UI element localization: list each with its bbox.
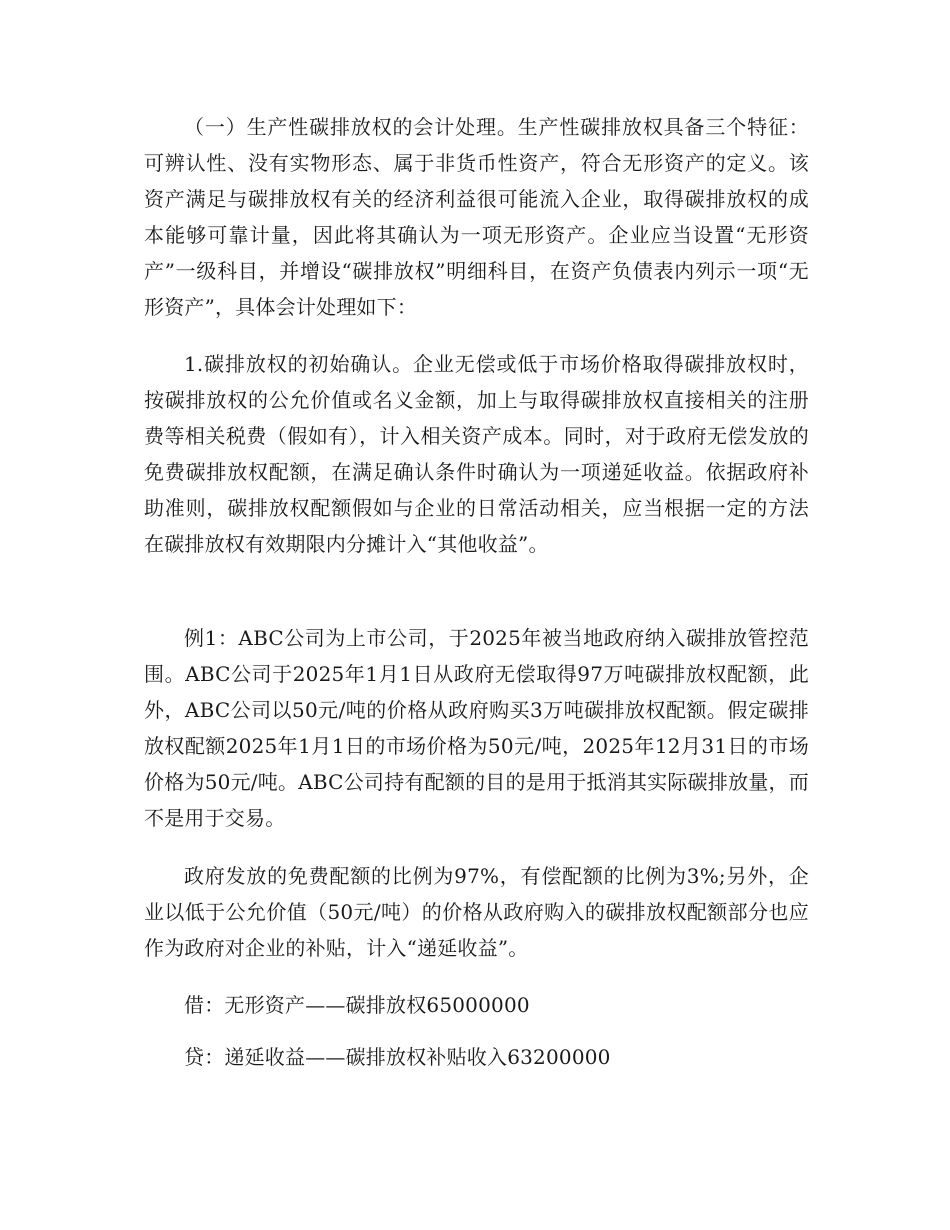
paragraph-example-1: 例1：ABC公司为上市公司，于2025年被当地政府纳入碳排放管控范围。ABC公司于2025年1月1日从政府无偿取得97万吨碳排放权配额，此外，ABC公司以50元/吨的价格从政府购买3万吨碳排放权配额。假定碳排放权配额2025年1月1日的市场价格为50元/吨，2025年12月31日的市场价格为50元/吨。ABC公司持有配额的目的是用于抵消其实际碳排放量，而不是用于交易。 (144, 626, 809, 830)
journal-entry-debit: 借：无形资产——碳排放权65000000 (184, 993, 530, 1017)
paragraph-accounting-treatment: （一）生产性碳排放权的会计处理。生产性碳排放权具备三个特征：可辨认性、没有实物形态、属于非货币性资产，符合无形资产的定义。该资产满足与碳排放权有关的经济利益很可能流入企业，取得碳排放权的成本能够可靠计量，因此将其确认为一项无形资产。企业应当设置“无形资产”一级科目，并增设“碳排放权”明细科目，在资产负债表内列示一项“无形资产”，具体会计处理如下： (144, 115, 809, 319)
paragraph-quota-ratio: 政府发放的免费配额的比例为97%，有偿配额的比例为3%;另外，企业以低于公允价值（50元/吨）的价格从政府购入的碳排放权配额部分也应作为政府对企业的补贴，计入“递延收益”。 (144, 864, 809, 960)
paragraph-initial-recognition: 1.碳排放权的初始确认。企业无偿或低于市场价格取得碳排放权时，按碳排放权的公允价值或名义金额，加上与取得碳排放权直接相关的注册费等相关税费（假如有），计入相关资产成本。同时，对于政府无偿发放的免费碳排放权配额，在满足确认条件时确认为一项递延收益。依据政府补助准则，碳排放权配额假如与企业的日常活动相关，应当根据一定的方法在碳排放权有效期限内分摊计入“其他收益”。 (144, 352, 809, 556)
journal-entry-credit: 贷：递延收益——碳排放权补贴收入63200000 (184, 1045, 611, 1069)
